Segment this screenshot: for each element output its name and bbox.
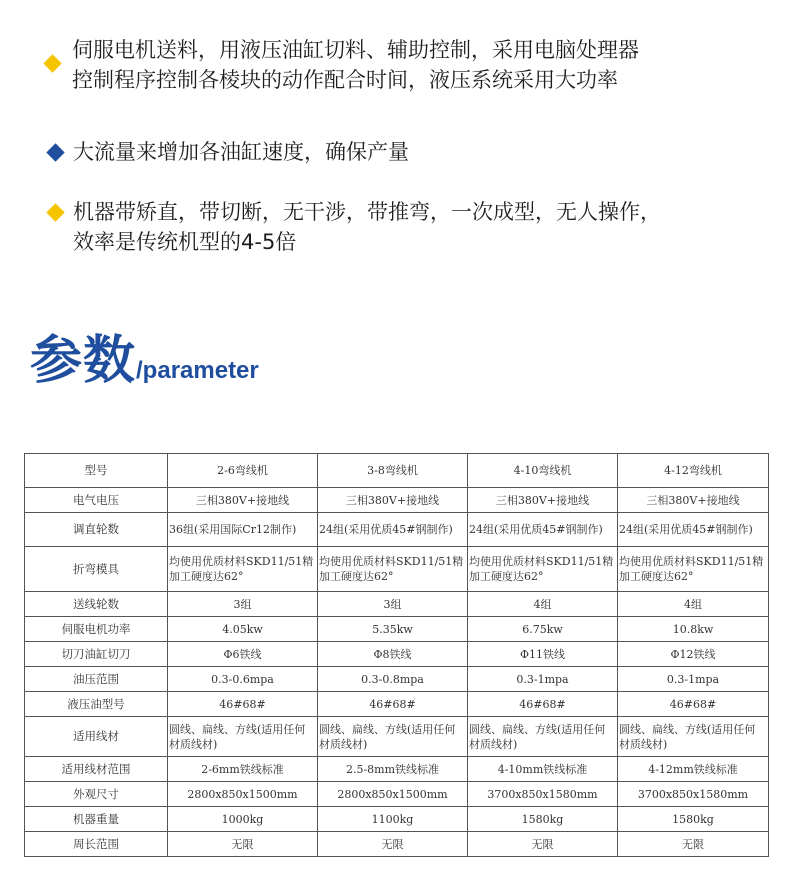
table-cell: 1580kg [618,807,769,832]
table-cell: 0.3-0.6mpa [168,667,318,692]
feature-line: 伺服电机送料，用液压油缸切料、辅助控制，采用电脑处理器 [72,38,639,62]
table-row [25,667,769,692]
row-label: 切刀油缸切刀 [25,642,168,667]
table-cell: 46#68# [318,692,468,717]
row-label: 电气电压 [25,488,168,513]
section-title [30,318,259,393]
feature-text [73,137,770,167]
section-title-en: /parameter [136,357,259,384]
table-cell: 3组 [318,592,468,617]
table-row [25,782,769,807]
row-label: 伺服电机功率 [25,617,168,642]
table-row [25,547,769,592]
table-cell: 2-6mm铁线标准 [168,757,318,782]
table-cell: 1580kg [468,807,618,832]
feature-line: 大流量来增加各油缸速度，确保产量 [73,140,409,164]
table-cell: 36组(采用国际Cr12制作) [168,513,318,547]
table-cell: Φ11铁线 [468,642,618,667]
row-label: 周长范围 [25,832,168,857]
table-row [25,592,769,617]
feature-text [72,35,770,95]
table-cell: 无限 [618,832,769,857]
yellow-diamond-bullet-icon [43,54,61,72]
table-cell: Φ6铁线 [168,642,318,667]
feature-line: 控制程序控制各棱块的动作配合时间，液压系统采用大功率 [72,68,618,92]
row-label: 适用线材 [25,717,168,757]
table-cell: 1000kg [168,807,318,832]
table-cell: 均使用优质材料SKD11/51精加工硬度达62° [468,547,618,592]
row-label: 机器重量 [25,807,168,832]
table-header-row [25,454,769,488]
row-label: 油压范围 [25,667,168,692]
table-cell: 4-12mm铁线标准 [618,757,769,782]
table-cell: 1100kg [318,807,468,832]
table-cell: 三相380V+接地线 [618,488,769,513]
table-row [25,692,769,717]
row-label: 液压油型号 [25,692,168,717]
table-cell: 46#68# [168,692,318,717]
table-cell: 均使用优质材料SKD11/51精加工硬度达62° [168,547,318,592]
table-cell: 10.8kw [618,617,769,642]
table-cell: 均使用优质材料SKD11/51精加工硬度达62° [618,547,769,592]
row-label: 折弯模具 [25,547,168,592]
parameter-table [24,453,769,857]
header-cell: 3-8弯线机 [318,454,468,488]
table-cell: 三相380V+接地线 [168,488,318,513]
table-cell: 均使用优质材料SKD11/51精加工硬度达62° [318,547,468,592]
blue-diamond-bullet-icon [46,143,64,161]
feature-item-straightening [46,197,770,257]
table-cell: 46#68# [618,692,769,717]
table-cell: 2800x850x1500mm [318,782,468,807]
table-cell: 0.3-1mpa [468,667,618,692]
row-label: 送线轮数 [25,592,168,617]
table-cell: 圆线、扁线、方线(适用任何材质线材) [318,717,468,757]
table-cell: 4-10mm铁线标准 [468,757,618,782]
table-cell: 3700x850x1580mm [618,782,769,807]
table-cell: 三相380V+接地线 [468,488,618,513]
table-cell: 24组(采用优质45#钢制作) [318,513,468,547]
table-row [25,617,769,642]
table-cell: 0.3-0.8mpa [318,667,468,692]
table-cell: 圆线、扁线、方线(适用任何材质线材) [468,717,618,757]
row-label: 适用线材范围 [25,757,168,782]
table-cell: Φ12铁线 [618,642,769,667]
table-row [25,513,769,547]
table-cell: 46#68# [468,692,618,717]
table-cell: Φ8铁线 [318,642,468,667]
table-row [25,807,769,832]
table-cell: 三相380V+接地线 [318,488,468,513]
table-cell: 4组 [618,592,769,617]
yellow-diamond-bullet-icon [46,203,64,221]
table-cell: 0.3-1mpa [618,667,769,692]
header-cell: 4-12弯线机 [618,454,769,488]
table-cell: 24组(采用优质45#钢制作) [618,513,769,547]
header-cell: 型号 [25,454,168,488]
table-cell: 6.75kw [468,617,618,642]
table-cell: 圆线、扁线、方线(适用任何材质线材) [168,717,318,757]
table-cell: 3700x850x1580mm [468,782,618,807]
feature-item-servo [46,35,770,95]
row-label: 外观尺寸 [25,782,168,807]
table-cell: 4组 [468,592,618,617]
table-cell: 3组 [168,592,318,617]
feature-line: 效率是传统机型的4-5倍 [73,230,297,254]
feature-line: 机器带矫直，带切断，无干涉，带推弯，一次成型，无人操作， [73,200,661,224]
table-cell: 无限 [468,832,618,857]
feature-text [73,197,770,257]
table-cell: 5.35kw [318,617,468,642]
row-label: 调直轮数 [25,513,168,547]
table-cell: 24组(采用优质45#钢制作) [468,513,618,547]
table-row [25,717,769,757]
table-cell: 圆线、扁线、方线(适用任何材质线材) [618,717,769,757]
table-row [25,832,769,857]
table-cell: 无限 [318,832,468,857]
table-cell: 4.05kw [168,617,318,642]
table-row [25,757,769,782]
section-title-cn: 参数 [30,331,137,391]
table-cell: 2.5-8mm铁线标准 [318,757,468,782]
feature-item-flow [46,137,770,167]
table-row [25,488,769,513]
table-cell: 无限 [168,832,318,857]
table-row [25,642,769,667]
header-cell: 4-10弯线机 [468,454,618,488]
table-cell: 2800x850x1500mm [168,782,318,807]
header-cell: 2-6弯线机 [168,454,318,488]
